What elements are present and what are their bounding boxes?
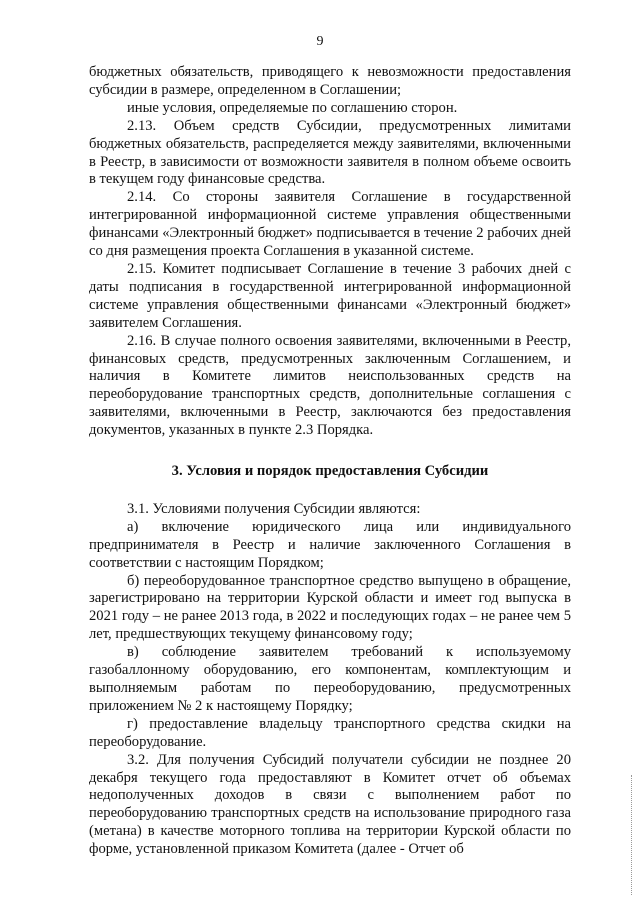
scan-edge-marks [631,775,634,895]
paragraph-2-14: 2.14. Со стороны заявителя Соглашение в государственной интегрированной информационной системе управления общественными финансами «Электронный бюджет» подписывается в течение 2 рабочих дней со дня размещения проекта Соглашения в указанной системе. [89,189,571,260]
paragraph-3-2: 3.2. Для получения Субсидий получатели субсидии не позднее 20 декабря текущего года предоставляют в Комитет отчет об объемах недополученных доходов в связи с выполнением работ по переоборудованию транспортных средств на использование природного газа (метана) в качестве моторного топлива на территории Курской области по форме, установленной приказом Комитета (далее - Отчет об [89,751,571,858]
section-heading: 3. Условия и порядок предоставления Субсидии [171,463,489,480]
list-item-b: б) переоборудованное транспортное средство выпущено в обращение, зарегистрировано на территории Курской области и имеет год выпуска в 2021 году – не ранее 2013 года, в 2022 и последующих годах – не ранее чем 5 лет, предшествующих текущему финансовому году; [89,572,571,643]
document-body [89,64,571,859]
paragraph: бюджетных обязательств, приводящего к невозможности предоставления субсидии в размере, определенном в Соглашении; [89,64,571,98]
paragraph-2-16: 2.16. В случае полного освоения заявителями, включенными в Реестр, финансовых средств, предусмотренных заключенным Соглашением, и наличия в Комитете лимитов неиспользованных средств на переоборудование транспортных средств, дополнительные соглашения с заявителями, включенными в Реестр, заключаются без предоставления документов, указанных в пункте 2.3 Порядка. [89,332,571,439]
paragraph-2-15: 2.15. Комитет подписывает Соглашение в течение 3 рабочих дней с даты подписания в государственной интегрированной информационной системе управления общественными финансами «Электронный бюджет» заявителем Соглашения. [89,260,571,331]
list-item-a: а) включение юридического лица или индивидуального предпринимателя в Реестр и наличие заключенного Соглашения в соответствии с настоящим Порядком; [89,518,571,571]
paragraph: иные условия, определяемые по соглашению сторон. [127,99,458,116]
page-number: 9 [316,34,324,49]
list-item-v: в) соблюдение заявителем требований к используемому газобаллонному оборудованию, его компонентам, комплектующим и выполняемым работам по переоборудованию, предусмотренных приложением № 2 к настоящему Порядку; [89,644,571,714]
paragraph-3-1: 3.1. Условиями получения Субсидии являются: [127,500,421,517]
paragraph-2-13: 2.13. Объем средств Субсидии, предусмотренных лимитами бюджетных обязательств, распределяется между заявителями, включенными в Реестр, в зависимости от возможности заявителя в полном объеме освоить в текущем году финансовые средства. [89,117,571,188]
list-item-g: г) предоставление владельцу транспортного средства скидки на переоборудование. [89,715,571,750]
